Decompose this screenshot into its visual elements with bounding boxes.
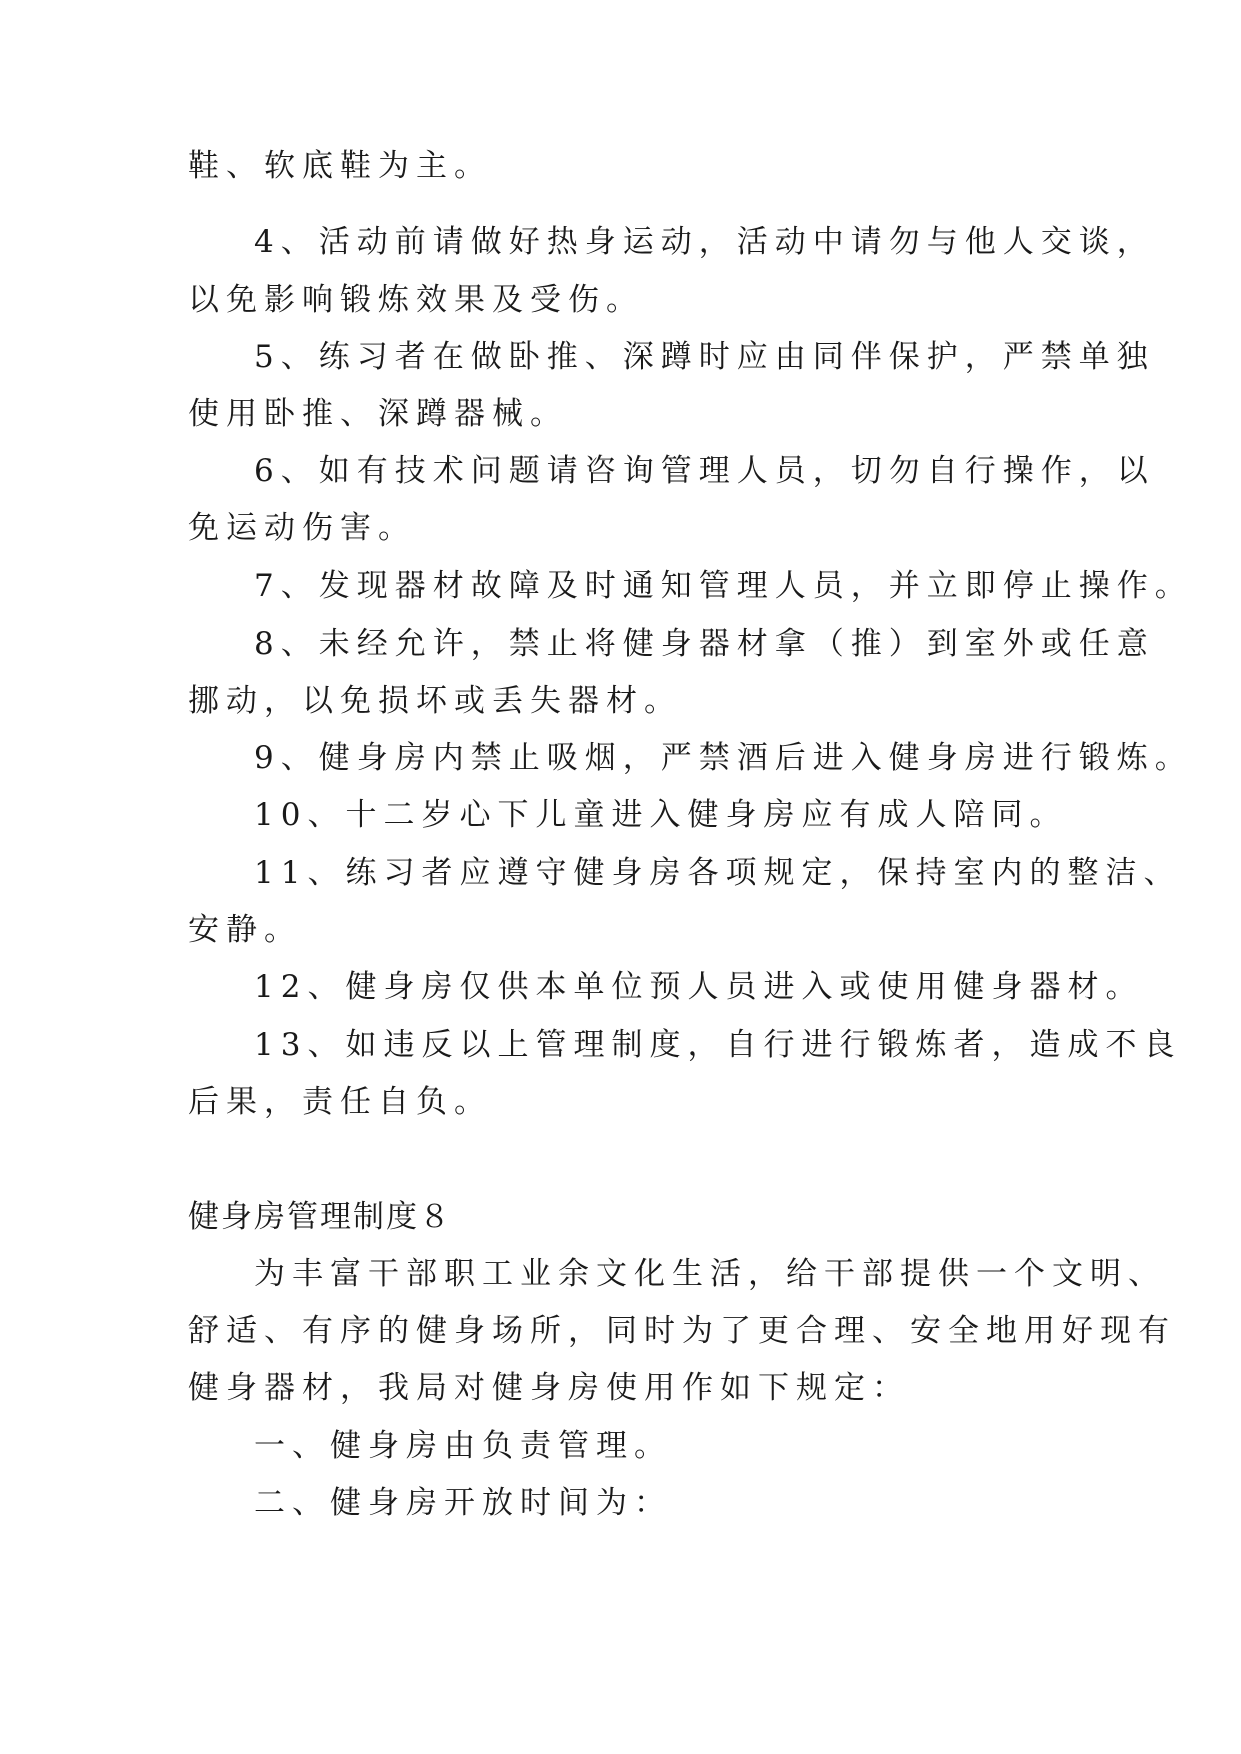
text-line: 一、健身房由负责管理。 — [254, 1428, 672, 1464]
text-line: 11、练习者应遵守健身房各项规定，保持室内的整洁、 — [254, 855, 1182, 891]
text-line: 6、如有技术问题请咨询管理人员，切勿自行操作，以 — [254, 453, 1155, 489]
text-line: 后果，责任自负。 — [188, 1084, 492, 1120]
text-line: 舒适、有序的健身场所，同时为了更合理、安全地用好现有 — [188, 1313, 1176, 1349]
text-line: 13、如违反以上管理制度，自行进行锻炼者，造成不良 — [254, 1027, 1182, 1063]
text-line: 免运动伤害。 — [188, 510, 416, 546]
text-line: 使用卧推、深蹲器械。 — [188, 396, 568, 432]
text-line: 12、健身房仅供本单位预人员进入或使用健身器材。 — [254, 969, 1144, 1005]
text-line: 4、活动前请做好热身运动，活动中请勿与他人交谈， — [254, 224, 1155, 260]
text-line: 为丰富干部职工业余文化生活，给干部提供一个文明、 — [254, 1256, 1166, 1292]
text-line: 以免影响锻炼效果及受伤。 — [188, 282, 644, 318]
text-line: 7、发现器材故障及时通知管理人员，并立即停止操作。 — [254, 568, 1193, 604]
text-line: 10、十二岁心下儿童进入健身房应有成人陪同。 — [254, 797, 1068, 833]
text-line: 二、健身房开放时间为： — [254, 1485, 672, 1521]
text-line: 8、未经允许，禁止将健身器材拿（推）到室外或任意 — [254, 626, 1155, 662]
text-line: 9、健身房内禁止吸烟，严禁酒后进入健身房进行锻炼。 — [254, 740, 1193, 776]
text-line: 5、练习者在做卧推、深蹲时应由同伴保护，严禁单独 — [254, 339, 1155, 375]
text-line: 鞋、软底鞋为主。 — [188, 148, 492, 184]
section-heading: 健身房管理制度８ — [188, 1199, 452, 1235]
text-line: 健身器材，我局对健身房使用作如下规定： — [188, 1370, 910, 1406]
text-line: 安静。 — [188, 912, 302, 948]
text-line: 挪动，以免损坏或丢失器材。 — [188, 683, 682, 719]
